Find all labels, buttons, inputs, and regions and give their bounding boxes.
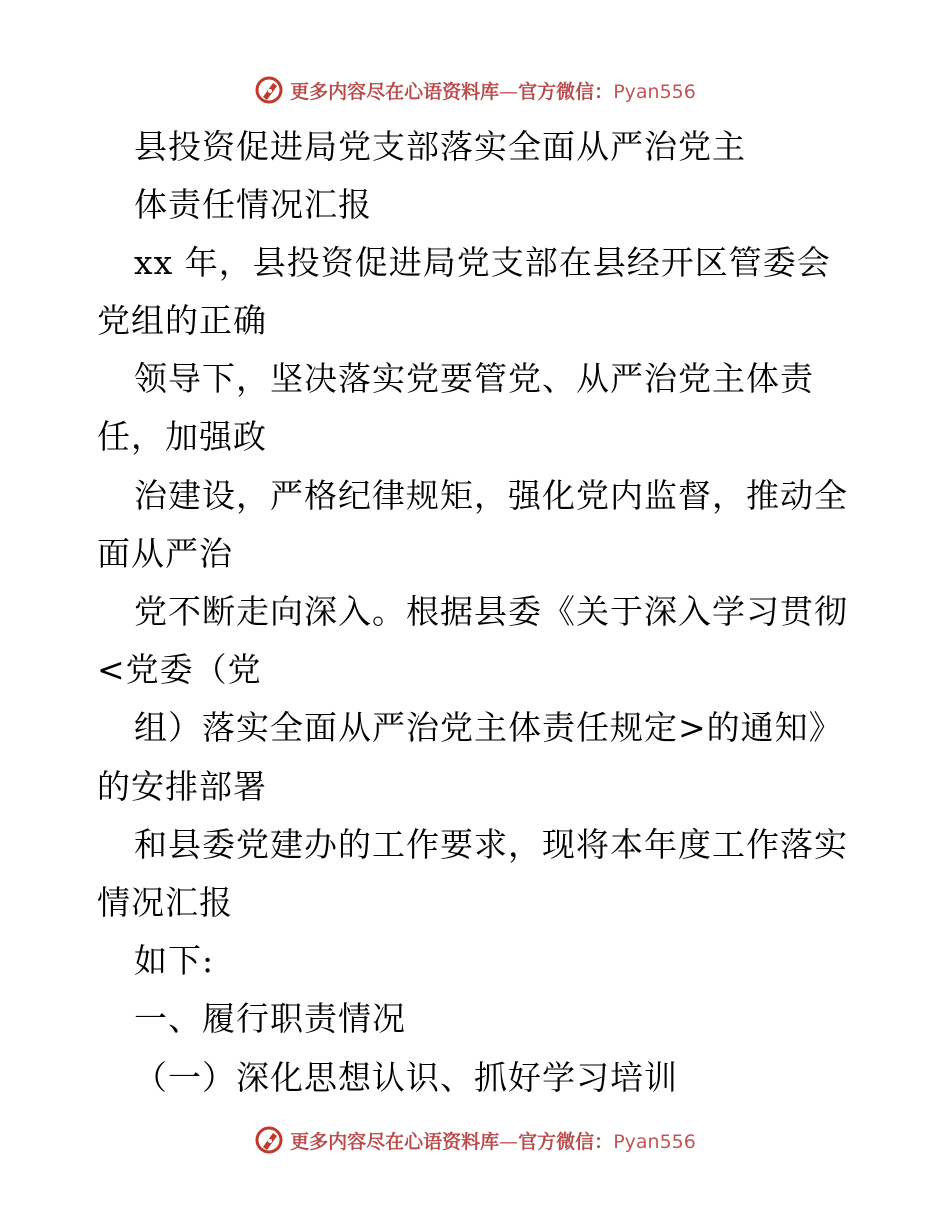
body-line: 的安排部署 bbox=[97, 767, 267, 806]
banner-separator: — bbox=[499, 80, 519, 103]
body-line: 治建设，严格纪律规矩，强化党内监督，推动全 bbox=[134, 476, 848, 515]
pen-nib-seal-icon bbox=[254, 75, 284, 105]
body-line: 领导下，坚决落实党要管党、从严治党主体责 bbox=[134, 359, 814, 398]
banner-brand: 更多内容尽在心语资料库 bbox=[290, 1130, 500, 1153]
banner-brand: 更多内容尽在心语资料库 bbox=[290, 80, 500, 103]
header-banner bbox=[0, 70, 950, 110]
body-line: 情况汇报 bbox=[97, 883, 233, 922]
footer-banner bbox=[0, 1120, 950, 1160]
banner-separator: — bbox=[499, 1130, 519, 1153]
body-line: 组）落实全面从严治党主体责任规定>的通知》 bbox=[134, 708, 843, 747]
banner-contact-label: 官方微信： bbox=[518, 80, 614, 103]
subsection-heading: （一）深化思想认识、抓好学习培训 bbox=[134, 1058, 678, 1097]
body-line: 任，加强政 bbox=[97, 417, 267, 456]
pen-nib-seal-icon bbox=[254, 1125, 284, 1155]
document-title-line-2: 体责任情况汇报 bbox=[134, 185, 372, 224]
body-line: 如下: bbox=[134, 941, 215, 980]
section-heading: 一、履行职责情况 bbox=[134, 999, 406, 1038]
banner-text bbox=[290, 77, 696, 104]
body-line: <党委（党 bbox=[97, 650, 262, 689]
body-line: xx 年，县投资促进局党支部在县经开区管委会 bbox=[134, 243, 831, 282]
body-line: 面从严治 bbox=[97, 534, 233, 573]
body-line: 和县委党建办的工作要求，现将本年度工作落实 bbox=[134, 825, 848, 864]
banner-contact-id: Pyan556 bbox=[613, 80, 696, 103]
body-line: 党不断走向深入。根据县委《关于深入学习贯彻 bbox=[134, 592, 848, 631]
body-line: 党组的正确 bbox=[97, 301, 267, 340]
banner-contact-id: Pyan556 bbox=[613, 1130, 696, 1153]
banner-contact-label: 官方微信： bbox=[518, 1130, 614, 1153]
banner-text bbox=[290, 1127, 696, 1154]
document-title-line-1: 县投资促进局党支部落实全面从严治党主 bbox=[134, 127, 746, 166]
